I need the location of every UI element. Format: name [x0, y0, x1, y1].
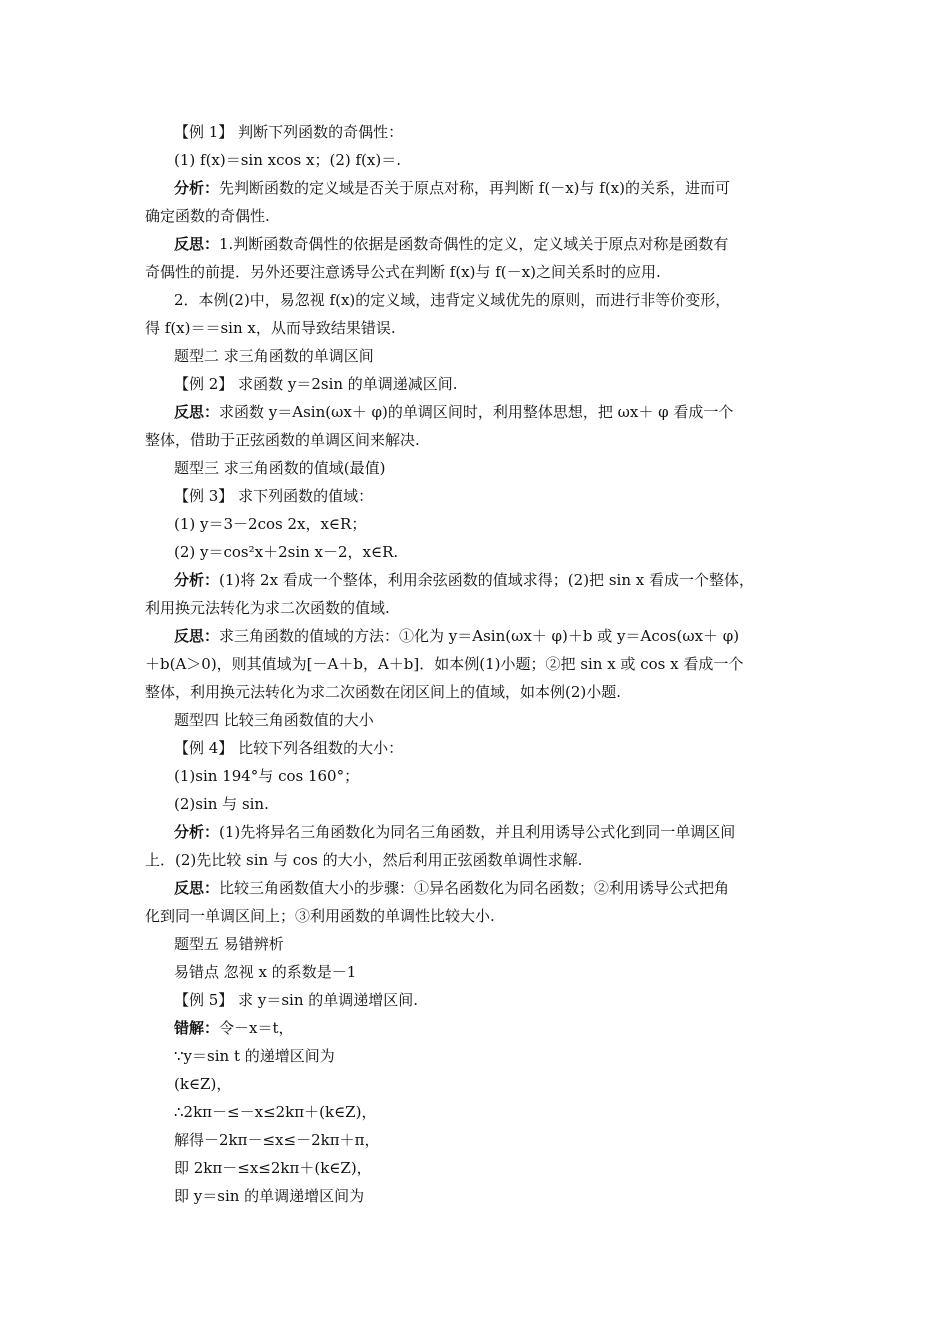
line-text: (1)sin 194°与 cos 160°； [174, 767, 360, 785]
text-line [145, 818, 810, 846]
text-line [145, 902, 810, 930]
text-line [145, 874, 810, 902]
text-line [145, 538, 810, 566]
line-text: 奇偶性的前提．另外还要注意诱导公式在判断 f(x)与 f(－x)之间关系时的应用. [145, 263, 661, 281]
line-text: ＋b(A＞0)，则其值域为[－A＋b，A＋b]．如本例(1)小题；②把 sin x 或 cos x 看成一个 [145, 655, 744, 673]
line-text: ∴2kπ－≤－x≤2kπ＋(k∈Z)， [174, 1103, 377, 1121]
text-line [145, 1070, 810, 1098]
text-line [145, 1154, 810, 1182]
section-label: 分析： [174, 571, 220, 589]
line-text: 【例 1】 判断下列函数的奇偶性： [174, 123, 404, 141]
text-line [145, 1126, 810, 1154]
line-text: 2．本例(2)中，易忽视 f(x)的定义域，违背定义域优先的原则，而进行非等价变形， [174, 291, 731, 309]
text-line [145, 650, 810, 678]
text-line [145, 986, 810, 1014]
text-line [145, 958, 810, 986]
text-line [145, 454, 810, 482]
text-line [145, 482, 810, 510]
line-text: 即 2kπ－≤x≤2kπ＋(k∈Z)， [174, 1159, 372, 1177]
line-text: (1) y＝3－2cos 2x，x∈R； [174, 515, 367, 533]
text-line [145, 174, 810, 202]
text-line [145, 566, 810, 594]
line-text: 确定函数的奇偶性. [145, 207, 270, 225]
line-text: 得 f(x)＝＝sin x，从而导致结果错误. [145, 319, 396, 337]
line-text: 求函数 y＝Asin(ωx＋ φ)的单调区间时，利用整体思想，把 ωx＋ φ 看成一个 [219, 403, 734, 421]
text-line [145, 510, 810, 538]
line-text: 题型四 比较三角函数值的大小 [174, 711, 374, 729]
text-line [145, 594, 810, 622]
text-line [145, 1098, 810, 1126]
text-line [145, 370, 810, 398]
text-line [145, 230, 810, 258]
line-text: (k∈Z)， [174, 1075, 232, 1093]
text-line [145, 258, 810, 286]
line-text: 【例 4】 比较下列各组数的大小： [174, 739, 404, 757]
section-label: 分析： [174, 179, 220, 197]
line-text: (1)将 2x 看成一个整体，利用余弦函数的值域求得；(2)把 sin x 看成一个整体， [219, 571, 754, 589]
text-line [145, 146, 810, 174]
line-text: 【例 2】 求函数 y＝2sin 的单调递减区间. [174, 375, 458, 393]
text-line [145, 1042, 810, 1070]
section-label: 分析： [174, 823, 220, 841]
line-text: 易错点 忽视 x 的系数是－1 [174, 963, 357, 981]
line-text: 比较三角函数值大小的步骤：①异名函数化为同名函数；②利用诱导公式把角 [219, 879, 730, 897]
document-body [145, 118, 810, 1210]
text-line [145, 314, 810, 342]
text-line [145, 118, 810, 146]
line-text: 1.判断函数奇偶性的依据是函数奇偶性的定义，定义域关于原点对称是函数有 [219, 235, 729, 253]
line-text: (2)sin 与 sin. [174, 795, 269, 813]
text-line [145, 706, 810, 734]
section-label: 错解： [174, 1019, 220, 1037]
line-text: 解得－2kπ－≤x≤－2kπ＋π， [174, 1131, 380, 1149]
text-line [145, 762, 810, 790]
text-line [145, 678, 810, 706]
line-text: 题型二 求三角函数的单调区间 [174, 347, 374, 365]
text-line [145, 846, 810, 874]
text-line [145, 930, 810, 958]
line-text: 题型五 易错辨析 [174, 935, 284, 953]
text-line [145, 426, 810, 454]
section-label: 反思： [174, 235, 220, 253]
line-text: 题型三 求三角函数的值域(最值) [174, 459, 386, 477]
text-line [145, 1014, 810, 1042]
line-text: 令－x＝t， [219, 1019, 294, 1037]
text-line [145, 342, 810, 370]
line-text: 【例 3】 求下列函数的值域： [174, 487, 374, 505]
text-line [145, 734, 810, 762]
section-label: 反思： [174, 403, 220, 421]
line-text: (1)先将异名三角函数化为同名三角函数，并且利用诱导公式化到同一单调区间 [219, 823, 736, 841]
line-text: (1) f(x)＝sin xcos x；(2) f(x)＝. [174, 151, 401, 169]
line-text: (2) y＝cos²x＋2sin x－2，x∈R. [174, 543, 399, 561]
text-line [145, 286, 810, 314]
text-line [145, 790, 810, 818]
line-text: 上．(2)先比较 sin 与 cos 的大小，然后利用正弦函数单调性求解. [145, 851, 583, 869]
line-text: 先判断函数的定义域是否关于原点对称，再判断 f(－x)与 f(x)的关系，进而可 [219, 179, 730, 197]
line-text: 整体，利用换元法转化为求二次函数在闭区间上的值域，如本例(2)小题. [145, 683, 622, 701]
text-line [145, 202, 810, 230]
line-text: 求三角函数的值域的方法：①化为 y＝Asin(ωx＋ φ)＋b 或 y＝Acos(ωx＋ φ) [219, 627, 740, 645]
line-text: 【例 5】 求 y＝sin 的单调递增区间. [174, 991, 419, 1009]
section-label: 反思： [174, 627, 220, 645]
text-line [145, 1182, 810, 1210]
line-text: 利用换元法转化为求二次函数的值域. [145, 599, 390, 617]
line-text: 即 y＝sin 的单调递增区间为 [174, 1187, 365, 1205]
line-text: ∵y＝sin t 的递增区间为 [174, 1047, 335, 1065]
line-text: 化到同一单调区间上；③利用函数的单调性比较大小. [145, 907, 495, 925]
line-text: 整体，借助于正弦函数的单调区间来解决. [145, 431, 420, 449]
text-line [145, 622, 810, 650]
text-line [145, 398, 810, 426]
section-label: 反思： [174, 879, 220, 897]
